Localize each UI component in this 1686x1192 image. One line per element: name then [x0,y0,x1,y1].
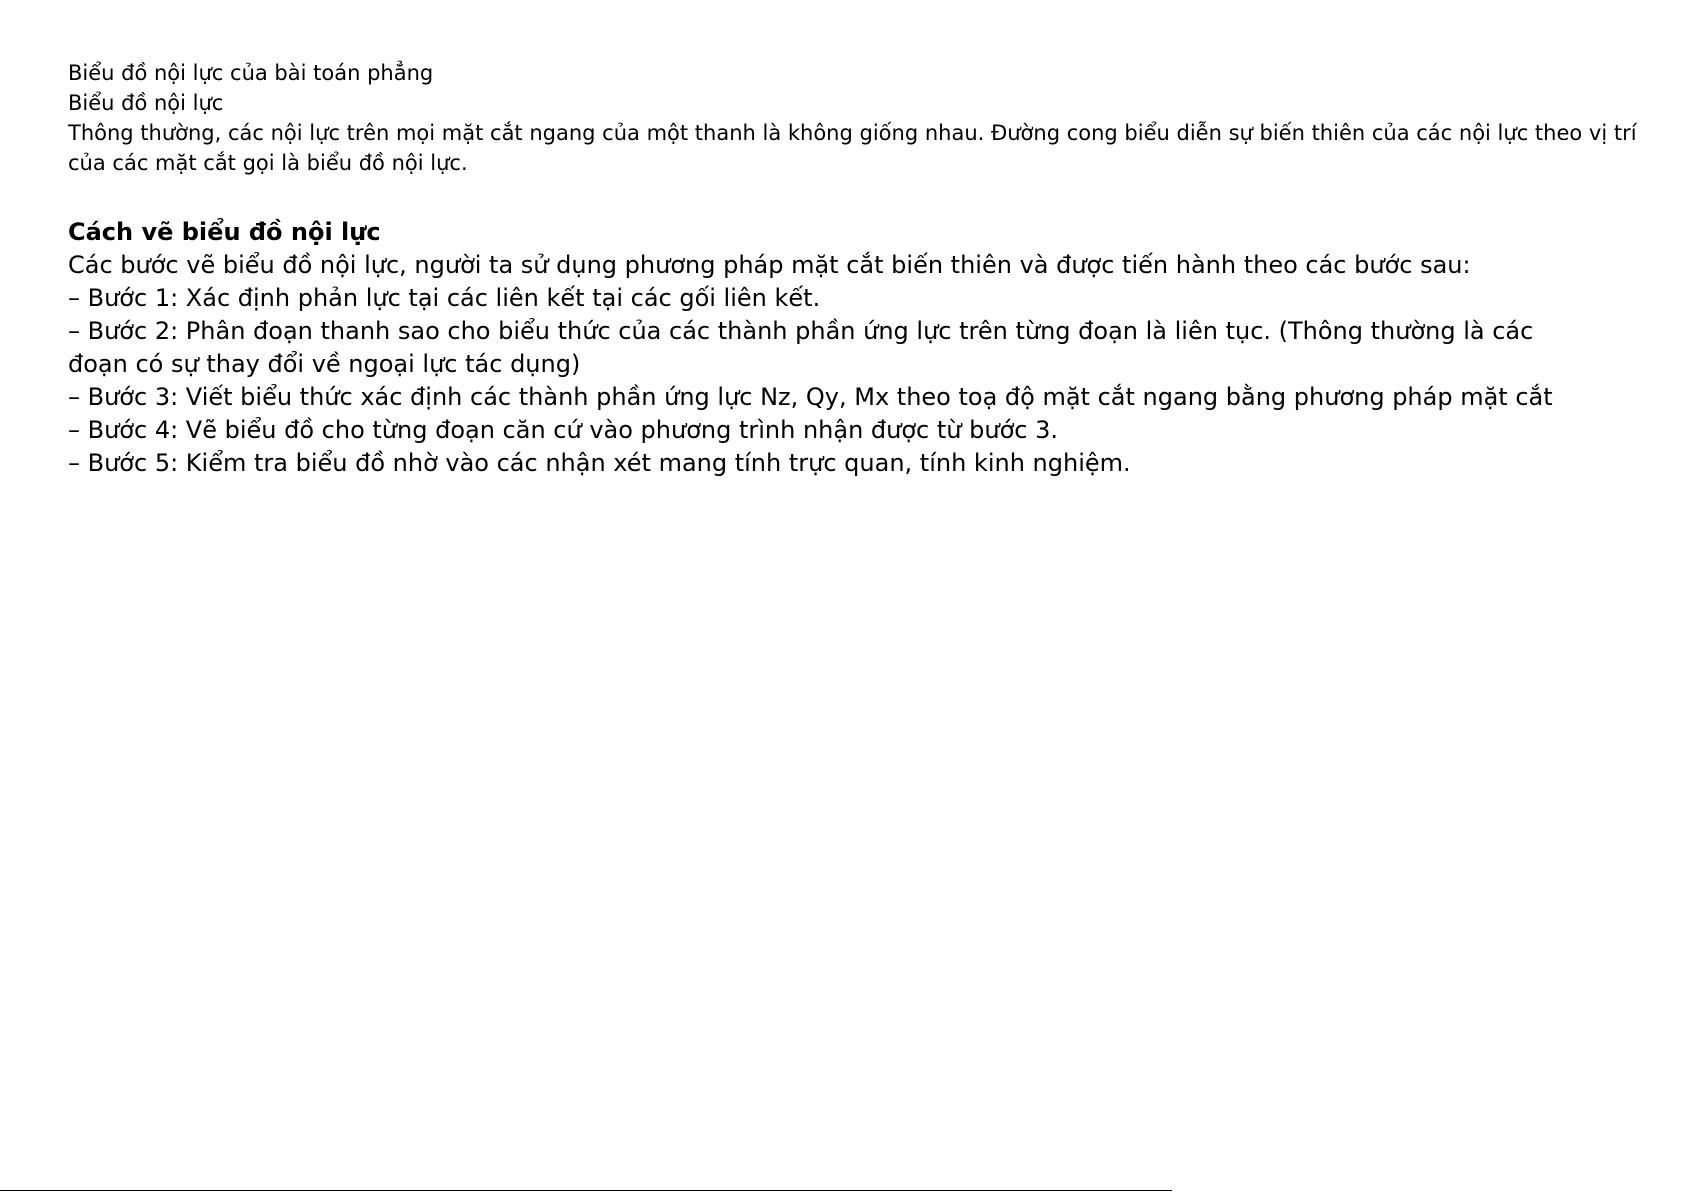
step-2: – Bước 2: Phân đoạn thanh sao cho biểu thức của các thành phần ứng lực trên từng đoạn là liên tục. (Thông thường là các đoạn có sự thay đổi về ngoại lực tác dụng) [68,317,1534,378]
document-subtitle: Biểu đồ nội lực [68,91,224,115]
intro-block [68,58,1668,178]
step-4: – Bước 4: Vẽ biểu đồ cho từng đoạn căn cứ vào phương trình nhận được từ bước 3. [68,416,1058,444]
drawing-method-section [68,216,1668,480]
step-3: – Bước 3: Viết biểu thức xác định các thành phần ứng lực Nz, Qy, Mx theo toạ độ mặt cắt ngang bằng phương pháp mặt cắt [68,383,1553,411]
bottom-divider [0,1190,1172,1191]
step-5: – Bước 5: Kiểm tra biểu đồ nhờ vào các nhận xét mang tính trực quan, tính kinh nghiệm. [68,449,1131,477]
intro-paragraph: Thông thường, các nội lực trên mọi mặt cắt ngang của một thanh là không giống nhau. Đường cong biểu diễn sự biến thiên của các nội lực theo vị trí của các mặt cắt gọi là biểu đồ nội lực. [68,121,1637,175]
document-title: Biểu đồ nội lực của bài toán phẳng [68,61,434,85]
section-heading: Cách vẽ biểu đồ nội lực [68,218,381,246]
step-1: – Bước 1: Xác định phản lực tại các liên kết tại các gối liên kết. [68,284,821,312]
document-page [68,58,1668,480]
section-lead: Các bước vẽ biểu đồ nội lực, người ta sử dụng phương pháp mặt cắt biến thiên và được tiến hành theo các bước sau: [68,251,1471,279]
